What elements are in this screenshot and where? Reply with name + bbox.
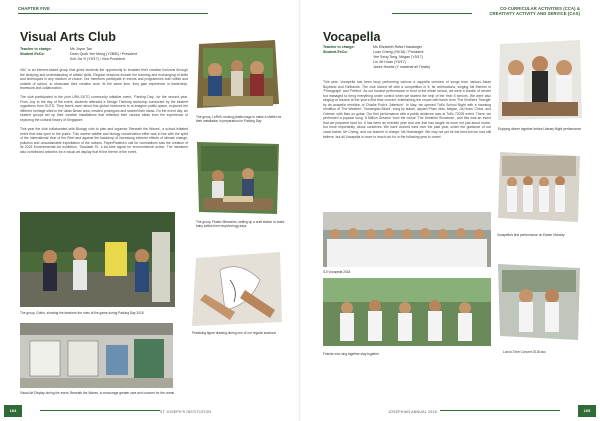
caption-practising: Practising figure drawing during one of our regular sessions: [192, 331, 276, 335]
teacher-label: Teacher in charge:: [20, 47, 52, 51]
footer-rule-left: [40, 410, 160, 411]
photo-lunch-time: [494, 262, 584, 342]
vocapella-body: [323, 80, 491, 144]
caption-friends: Friends who sing together stay together: [323, 352, 379, 356]
teacher-label: Teacher in charge:: [323, 45, 355, 49]
photo-goths: [20, 212, 175, 307]
exco-value: Janes Howitz (Y maximal all Treats): [373, 65, 431, 69]
section-label-line1: CO-CURRICULAR ACTIVITIES (CCA) &: [499, 6, 580, 11]
page-number-right: 165: [578, 405, 596, 417]
caption-plastic: The group, Plastic Memories, setting up a craft station to make baby turtles from recycled egg trays: [196, 220, 285, 229]
photo-easter-monday: [494, 148, 584, 226]
exco-value: Yee Seng Teng, Megan (Y5/17): [373, 55, 423, 59]
header-rule-left: [18, 13, 208, 14]
footer-rule-right: [440, 410, 560, 411]
photo-friends: [323, 278, 491, 346]
exco-value: Koh Jia Yi (Y5/17) / Vice-President: [70, 57, 126, 61]
exco-value: Dean Quek Yee Meng (Y2B/B) / President: [70, 52, 137, 56]
caption-parking: The group, LeRefi, reusing plastic bags to make a shelter for their installation in preparation for Parking Day: [196, 115, 282, 124]
caption-sjicapella: SJI Vocapella 2018: [323, 270, 351, 274]
exco-label: Student ExCo:: [323, 50, 348, 54]
footer-school-name: ST JOSEPH'S INSTITUTION: [160, 410, 212, 414]
exco-value: Lin Jin Huan (Y5/17): [373, 60, 406, 64]
teacher-value: Ms Joyce Tan: [70, 47, 92, 51]
vocapella-title: Vocapella: [323, 30, 381, 44]
visual-arts-title: Visual Arts Club: [20, 30, 116, 44]
footer-annual-name: JOSEPHIAN ANNUAL 2018: [388, 410, 437, 414]
photo-practising: [190, 250, 285, 328]
photo-sji-vocapella: [323, 212, 491, 267]
photo-plastic-memories: [193, 138, 283, 218]
teacher-value: Ms Elizabeth Retta Hrastanger: [373, 45, 422, 49]
photo-display: [20, 323, 173, 388]
caption-lunch: Lunch-Time Concert 2018 duo: [503, 350, 546, 354]
header-rule-right: [392, 13, 472, 14]
caption-goths: The group, Goths, showing the teachers the rules of the game during Parking Day 2018: [20, 311, 144, 315]
paragraph: VAC is an interest-based group that gives students the opportunity to broaden their creative horizons through the studying and understanding of artistic skills. Regular sessions include the learning and exchanging of skills and techniques in any medium of choice. Our members participate in events and programmes both within and outside of school, to showcase their creative work. At the same time, they gain experience in leadership, teamwork and collaboration.: [20, 68, 188, 91]
visual-arts-meta: [20, 47, 180, 62]
paragraph: This year, Vocapella has been busy performing various a cappella versions of songs from various Asian Boyband and Girlbands. The club kicked off with a competition in it, its celebrations, singing full themes in 'Photograph' and 'Perfect'. As our busiest performance in front of the whole school, we were a bundle of nerves but managed to bring everything under control when we started the help of the Year 5 seniors. We were also singing at houses at the year's first time concert, entertaining the crowd with tunes from 'The Brothers Triangle' by an acapella rendition of Charlie Puth's 'Attention'. In May, we opened Tuli's School Night with a haunting rendition of 'The Weather', 'Norwegian Blood', sung by Isaiah, Jayden Phan, Max, Megan, Jia Huan, Chloe, and Celeste, with Max on guitar. Our first performance with a public audience was at Tuli's 72025 event. There, we performed a popular song 'A Million Dreams' from the movie 'The Greatest Showman', and this was an event that we prepared hard for. It has been an eventful year and one that has taught us more not just about music, but more importantly, about ourselves. We have worked hard over the past year, under the guidance of our vocal trainer, Mr Cheng, and our teacher in charge, Ms Hrastanger. We may not yet be the best but we now still believe, but all Vocapella is more to reach out for in the following year to come!: [323, 80, 491, 139]
paragraph: The club participated in the joint URA-SUTD community initiative event, 'Parking Day', for the second year. From July to the day of the event, students attended a Design Thinking workshop conducted by the student organisers from SUTD. They learnt more about this global movement to re-imagine public space, explored the different heritage sites in the Jalan Besar area, created prototypes and shared their ideas. On the event day, six student groups set up their creative installations that reflected their various ideas from the experience of exploring the cultural history of Singapore.: [20, 95, 188, 122]
visual-arts-body: [20, 68, 188, 159]
paragraph: This year the club collaborated with Biology club to plan and organise 'Beneath the Waves', a school-initiated event that was open to the public. This marine wildlife and biology conservation effort was in line with the spirit of the International Year of the Reef and against the backdrop of increasing extreme effects of climate change, pollution and unsustainable exploitation of the oceans. PaperPlastics's call for nominations saw the creation of its 2018 Environmental Art exhibition, 'Saudade Si', a six-time signal for environmental action. The members also contributed artworks for a visual art display that fit the theme of the event.: [20, 127, 188, 154]
page-spine: [299, 0, 301, 421]
page-number-left: 164: [4, 405, 22, 417]
caption-enjoying: Enjoying dinner together before Literary Night performance: [498, 127, 582, 131]
caption-display: Visual Art Display during the event, Beneath the Waves, to encourage greater care and concern for the ocean: [20, 391, 175, 395]
exco-label: Student ExCo:: [20, 52, 45, 56]
section-label-line2: CREATIVITY ACTIVITY AND SERVICE (CAS): [489, 11, 580, 16]
chapter-label: CHAPTER FIVE: [18, 6, 50, 11]
caption-easter: Vocapella's first performance on Easter Monday: [497, 233, 565, 237]
exco-value: Luan Cheng (Y6/18) / President: [373, 50, 424, 54]
photo-parking-day: [193, 38, 281, 110]
vocapella-meta: [323, 45, 503, 70]
photo-enjoying-dinner: [496, 38, 584, 123]
